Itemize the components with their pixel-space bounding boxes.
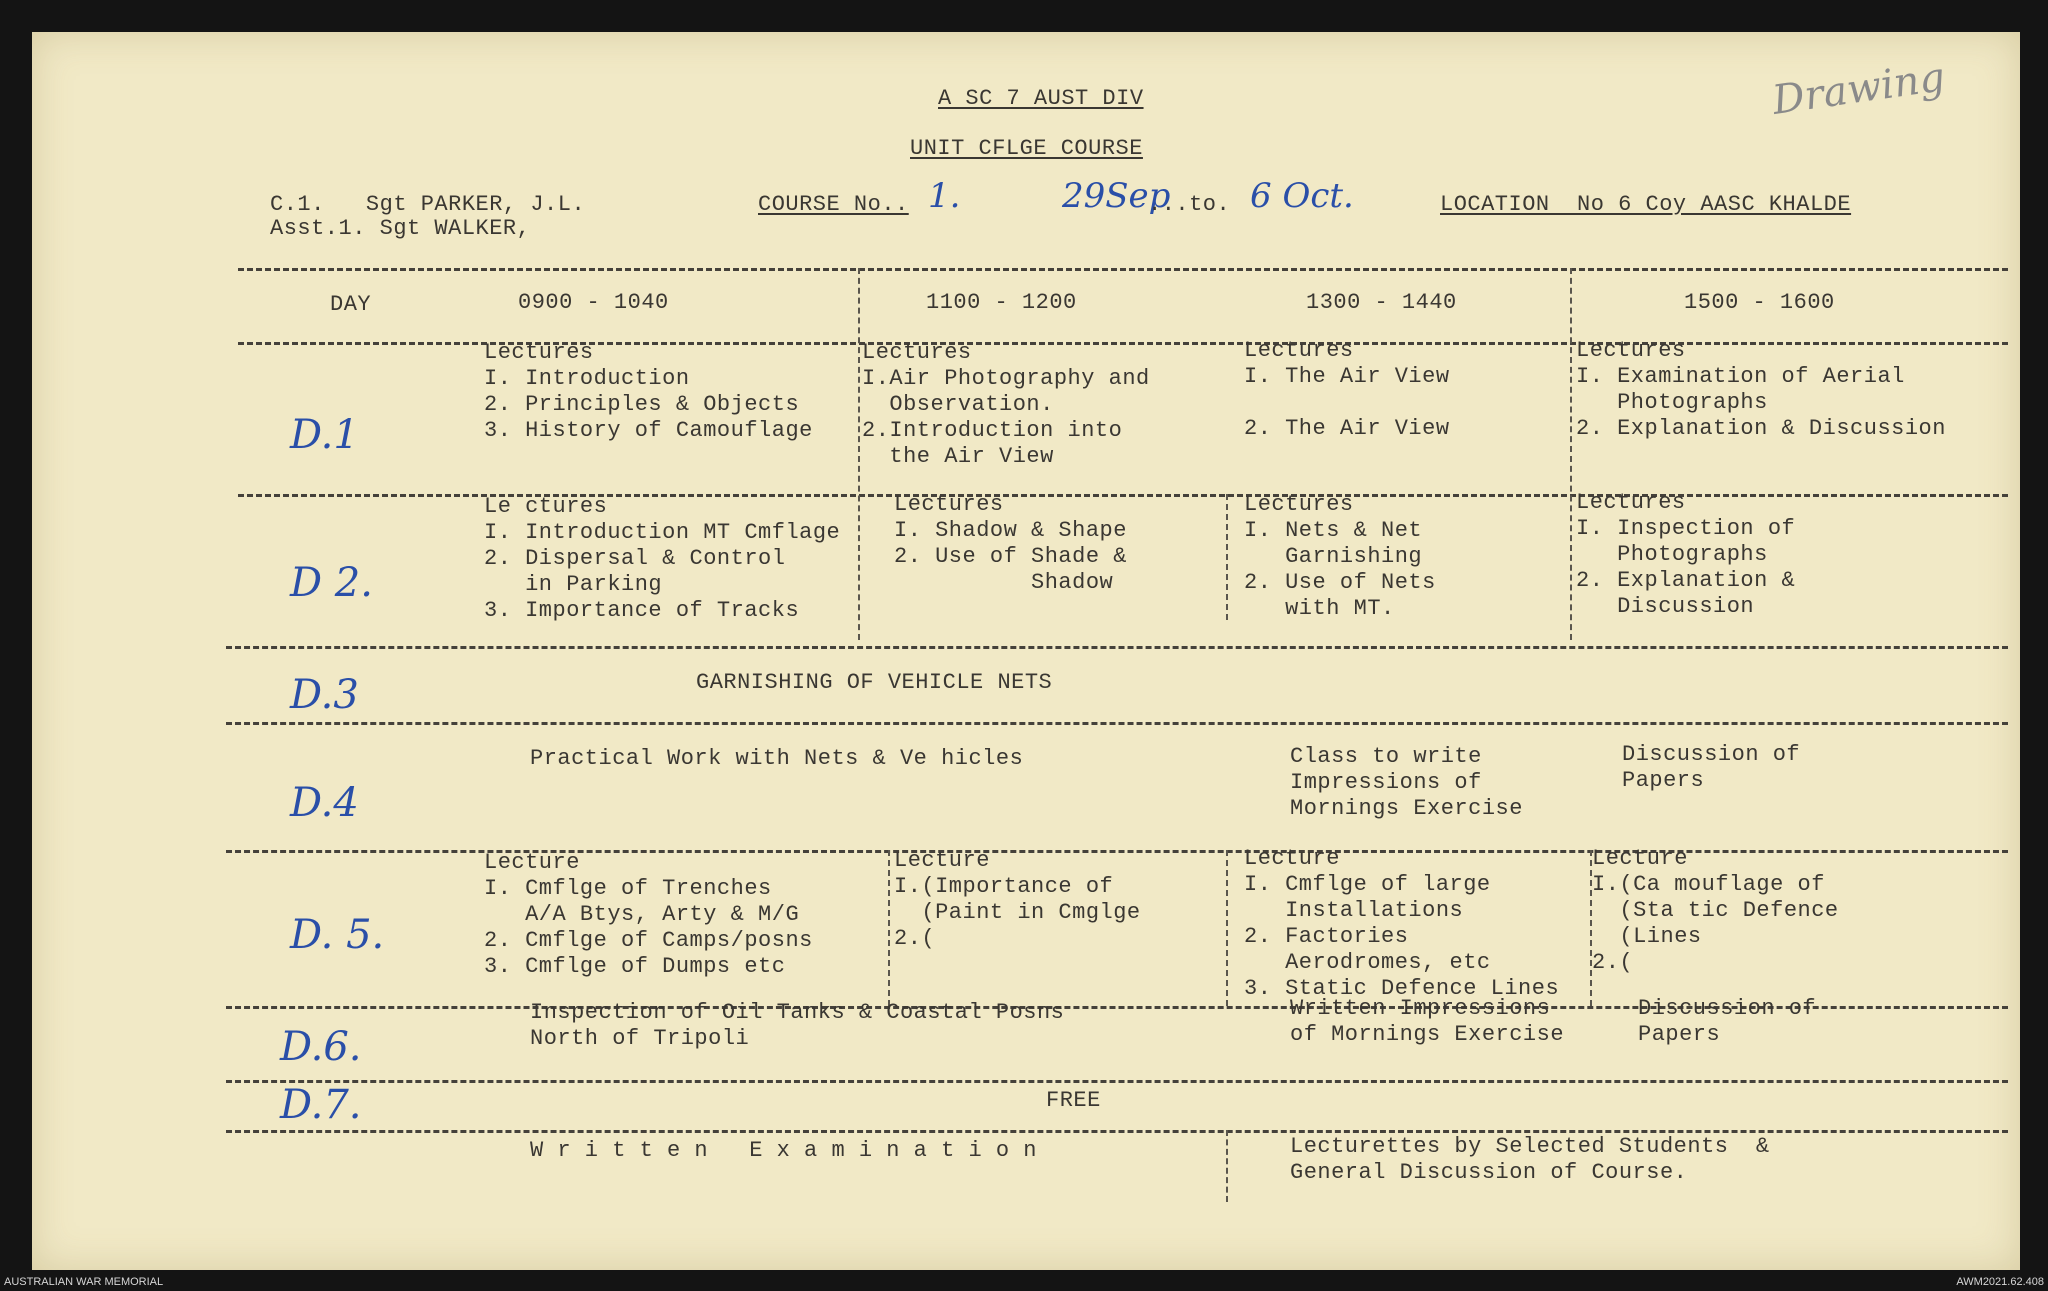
col-divider-3 bbox=[1226, 494, 1228, 620]
col-header-period-4: 1500 - 1600 bbox=[1684, 290, 1835, 315]
d3-all-day: GARNISHING OF VEHICLE NETS bbox=[696, 670, 1053, 695]
course-title: UNIT CFLGE COURSE bbox=[910, 136, 1143, 161]
d2-period-2: Lectures I. Shadow & Shape 2. Use of Shade & Shadow bbox=[894, 492, 1127, 595]
assistant-instructor: Asst.1. Sgt WALKER, bbox=[270, 216, 531, 241]
d5-period-1: Lecture I. Cmflge of Trenches A/A Btys, Arty & M/G 2. Cmflge of Camps/posns 3. Cmflge of Dumps etc bbox=[484, 850, 813, 979]
course-number: 1. bbox=[928, 176, 961, 216]
day-label-d5: D. 5. bbox=[290, 912, 385, 958]
d6-period-4: Discussion of Papers bbox=[1638, 996, 1817, 1047]
day-label-d7: D.7. bbox=[280, 1082, 362, 1128]
col-header-period-2: 1100 - 1200 bbox=[926, 290, 1077, 315]
date-to-label: ...to. bbox=[1148, 192, 1231, 217]
d4-period-1: Practical Work with Nets & Ve hicles bbox=[530, 746, 1024, 771]
footer-accession-number: AWM2021.62.408 bbox=[1956, 1276, 2044, 1288]
course-date-from: 29Sep bbox=[1062, 176, 1171, 216]
d1-period-3: Lectures I. The Air View 2. The Air View bbox=[1244, 338, 1450, 441]
d5-period-2: Lecture I.(Importance of (Paint in Cmglge 2.( bbox=[894, 848, 1141, 951]
final-period-1: W r i t t e n E x a m i n a t i o n bbox=[530, 1138, 1037, 1163]
chief-instructor: C.1. Sgt PARKER, J.L. bbox=[270, 192, 586, 217]
col-header-period-3: 1300 - 1440 bbox=[1306, 290, 1457, 315]
footer-institution: AUSTRALIAN WAR MEMORIAL bbox=[4, 1276, 164, 1288]
rule-d7-bottom bbox=[226, 1130, 2008, 1133]
d1-period-4: Lectures I. Examination of Aerial Photographs 2. Explanation & Discussion bbox=[1576, 338, 1946, 441]
course-location: LOCATION No 6 Coy AASC KHALDE bbox=[1440, 192, 1852, 217]
col-divider-7 bbox=[1226, 1130, 1228, 1202]
day-label-d6: D.6. bbox=[280, 1024, 362, 1070]
d4-period-4: Discussion of Papers bbox=[1622, 742, 1801, 793]
course-number-label: COURSE No.. bbox=[758, 192, 909, 217]
d1-period-2: Lectures I.Air Photography and Observation. 2.Introduction into the Air View bbox=[862, 340, 1150, 469]
day-label-d4: D.4 bbox=[290, 780, 359, 826]
d5-period-4: Lecture I.(Ca mouflage of (Sta tic Defence (Lines 2.( bbox=[1592, 846, 1839, 975]
rule-d6-bottom bbox=[226, 1080, 2008, 1083]
day-label-d3: D.3 bbox=[290, 672, 359, 718]
col-header-day: DAY bbox=[330, 292, 372, 317]
day-label-d2: D 2. bbox=[290, 560, 373, 606]
rule-top bbox=[238, 268, 2008, 271]
d1-period-1: Lectures I. Introduction 2. Principles & Objects 3. History of Camouflage bbox=[484, 340, 813, 443]
d6-period-3: Written Impressions of Mornings Exercise bbox=[1290, 996, 1565, 1047]
d2-period-3: Lectures I. Nets & Net Garnishing 2. Use of Nets with MT. bbox=[1244, 492, 1436, 621]
d2-period-4: Lectures I. Inspection of Photographs 2. Explanation & Discussion bbox=[1576, 490, 1796, 619]
col-divider-4 bbox=[888, 850, 890, 1006]
unit-heading: A SC 7 AUST DIV bbox=[938, 86, 1144, 111]
rule-d3-bottom bbox=[226, 722, 2008, 725]
d4-period-3: Class to write Impressions of Mornings Exercise bbox=[1290, 744, 1523, 821]
col-divider-1 bbox=[858, 268, 860, 640]
d5-period-3: Lecture I. Cmflge of large Installations 2. Factories Aerodromes, etc 3. Static Defence Lines bbox=[1244, 846, 1560, 1001]
final-period-3: Lecturettes by Selected Students & General Discussion of Course. bbox=[1290, 1134, 1770, 1185]
d6-period-1: Inspection of Oil Tanks & Coastal Posns North of Tripoli bbox=[530, 1000, 1065, 1051]
d2-period-1: Le ctures I. Introduction MT Cmflage 2. Dispersal & Control in Parking 3. Importance of Tracks bbox=[484, 494, 841, 623]
col-divider-5 bbox=[1226, 850, 1228, 1006]
course-date-to: 6 Oct. bbox=[1250, 176, 1354, 216]
day-label-d1: D.1 bbox=[290, 412, 359, 458]
rule-d2-bottom bbox=[226, 646, 2008, 649]
margin-annotation: Drawing bbox=[1769, 54, 1948, 124]
col-header-period-1: 0900 - 1040 bbox=[518, 290, 669, 315]
col-divider-2 bbox=[1570, 268, 1572, 640]
d7-all-day: FREE bbox=[1046, 1088, 1101, 1113]
